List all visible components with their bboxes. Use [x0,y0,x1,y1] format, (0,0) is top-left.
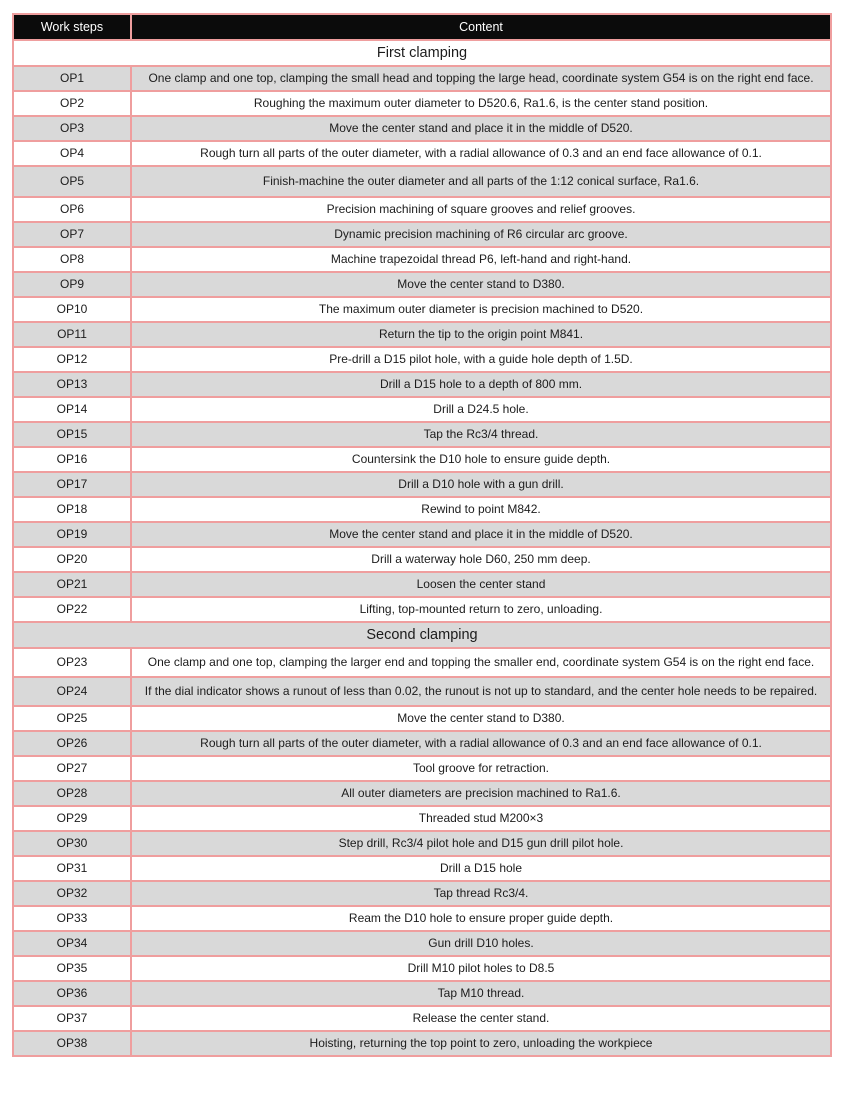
work-step-cell: OP21 [13,572,131,597]
work-step-cell: OP23 [13,648,131,677]
content-cell: Tap the Rc3/4 thread. [131,422,831,447]
work-step-cell: OP37 [13,1006,131,1031]
content-cell: The maximum outer diameter is precision machined to D520. [131,297,831,322]
work-step-cell: OP14 [13,397,131,422]
work-step-cell: OP1 [13,66,131,91]
table-row [13,141,831,166]
content-cell: Loosen the center stand [131,572,831,597]
table-row [13,497,831,522]
content-cell: Drill a D10 hole with a gun drill. [131,472,831,497]
work-step-cell: OP18 [13,497,131,522]
work-step-cell: OP16 [13,447,131,472]
content-cell: Release the center stand. [131,1006,831,1031]
table-row [13,1031,831,1056]
table-row [13,956,831,981]
work-step-cell: OP34 [13,931,131,956]
table-row [13,981,831,1006]
work-step-cell: OP27 [13,756,131,781]
work-step-cell: OP3 [13,116,131,141]
table-row [13,472,831,497]
work-step-cell: OP29 [13,806,131,831]
content-cell: Threaded stud M200×3 [131,806,831,831]
work-steps-table [12,13,832,1057]
table-row [13,906,831,931]
work-step-cell: OP36 [13,981,131,1006]
table-row [13,756,831,781]
work-step-cell: OP19 [13,522,131,547]
work-step-cell: OP25 [13,706,131,731]
work-step-cell: OP38 [13,1031,131,1056]
table-row [13,597,831,622]
column-header-work-steps: Work steps [13,14,131,40]
section-header-row [13,622,831,648]
content-cell: Pre-drill a D15 pilot hole, with a guide hole depth of 1.5D. [131,347,831,372]
work-step-cell: OP30 [13,831,131,856]
content-cell: If the dial indicator shows a runout of less than 0.02, the runout is not up to standard, and the center hole needs to be repaired. [131,677,831,706]
content-cell: Finish-machine the outer diameter and all parts of the 1:12 conical surface, Ra1.6. [131,166,831,197]
table-row [13,572,831,597]
content-cell: Move the center stand and place it in the middle of D520. [131,116,831,141]
table-row [13,297,831,322]
work-step-cell: OP11 [13,322,131,347]
work-step-cell: OP12 [13,347,131,372]
table-row [13,931,831,956]
table-row [13,322,831,347]
content-cell: Move the center stand to D380. [131,706,831,731]
table-row [13,91,831,116]
content-cell: Step drill, Rc3/4 pilot hole and D15 gun drill pilot hole. [131,831,831,856]
content-cell: Rough turn all parts of the outer diameter, with a radial allowance of 0.3 and an end face allowance of 0.1. [131,731,831,756]
content-cell: Drill a D15 hole to a depth of 800 mm. [131,372,831,397]
work-step-cell: OP20 [13,547,131,572]
content-cell: Countersink the D10 hole to ensure guide depth. [131,447,831,472]
table-row [13,272,831,297]
header-row [13,14,831,40]
work-step-cell: OP26 [13,731,131,756]
work-step-cell: OP33 [13,906,131,931]
content-cell: One clamp and one top, clamping the larger end and topping the smaller end, coordinate system G54 is on the right end face. [131,648,831,677]
content-cell: Drill a D24.5 hole. [131,397,831,422]
table-row [13,197,831,222]
content-cell: Tap thread Rc3/4. [131,881,831,906]
table-row [13,856,831,881]
table-row [13,781,831,806]
table-row [13,677,831,706]
table-row [13,422,831,447]
table-row [13,1006,831,1031]
work-step-cell: OP22 [13,597,131,622]
work-step-cell: OP28 [13,781,131,806]
table-row [13,247,831,272]
table-row [13,447,831,472]
content-cell: Ream the D10 hole to ensure proper guide depth. [131,906,831,931]
content-cell: Tap M10 thread. [131,981,831,1006]
section-header-row [13,40,831,66]
table-row [13,347,831,372]
work-step-cell: OP9 [13,272,131,297]
content-cell: Return the tip to the origin point M841. [131,322,831,347]
table-row [13,222,831,247]
content-cell: Lifting, top-mounted return to zero, unloading. [131,597,831,622]
table-row [13,522,831,547]
content-cell: Hoisting, returning the top point to zero, unloading the workpiece [131,1031,831,1056]
work-step-cell: OP8 [13,247,131,272]
table-row [13,66,831,91]
content-cell: Rough turn all parts of the outer diameter, with a radial allowance of 0.3 and an end face allowance of 0.1. [131,141,831,166]
work-step-cell: OP31 [13,856,131,881]
work-step-cell: OP35 [13,956,131,981]
work-step-cell: OP24 [13,677,131,706]
work-step-cell: OP10 [13,297,131,322]
table-row [13,547,831,572]
work-step-cell: OP15 [13,422,131,447]
content-cell: Drill M10 pilot holes to D8.5 [131,956,831,981]
column-header-content: Content [131,14,831,40]
content-cell: All outer diameters are precision machined to Ra1.6. [131,781,831,806]
work-step-cell: OP17 [13,472,131,497]
content-cell: Roughing the maximum outer diameter to D520.6, Ra1.6, is the center stand position. [131,91,831,116]
content-cell: Move the center stand and place it in the middle of D520. [131,522,831,547]
table-row [13,166,831,197]
content-cell: One clamp and one top, clamping the small head and topping the large head, coordinate system G54 is on the right end face. [131,66,831,91]
work-step-cell: OP2 [13,91,131,116]
work-step-cell: OP6 [13,197,131,222]
work-step-cell: OP13 [13,372,131,397]
content-cell: Drill a D15 hole [131,856,831,881]
section-title: Second clamping [13,622,831,648]
table-header [13,14,831,40]
content-cell: Drill a waterway hole D60, 250 mm deep. [131,547,831,572]
table-row [13,648,831,677]
work-step-cell: OP4 [13,141,131,166]
content-cell: Dynamic precision machining of R6 circular arc groove. [131,222,831,247]
table-row [13,731,831,756]
content-cell: Rewind to point M842. [131,497,831,522]
table-row [13,706,831,731]
content-cell: Precision machining of square grooves and relief grooves. [131,197,831,222]
section-title: First clamping [13,40,831,66]
work-step-cell: OP32 [13,881,131,906]
table-row [13,397,831,422]
table-body [13,40,831,1056]
table-row [13,881,831,906]
work-step-cell: OP5 [13,166,131,197]
content-cell: Gun drill D10 holes. [131,931,831,956]
table-row [13,116,831,141]
table-row [13,806,831,831]
table-row [13,831,831,856]
content-cell: Tool groove for retraction. [131,756,831,781]
content-cell: Machine trapezoidal thread P6, left-hand and right-hand. [131,247,831,272]
table-row [13,372,831,397]
content-cell: Move the center stand to D380. [131,272,831,297]
work-step-cell: OP7 [13,222,131,247]
